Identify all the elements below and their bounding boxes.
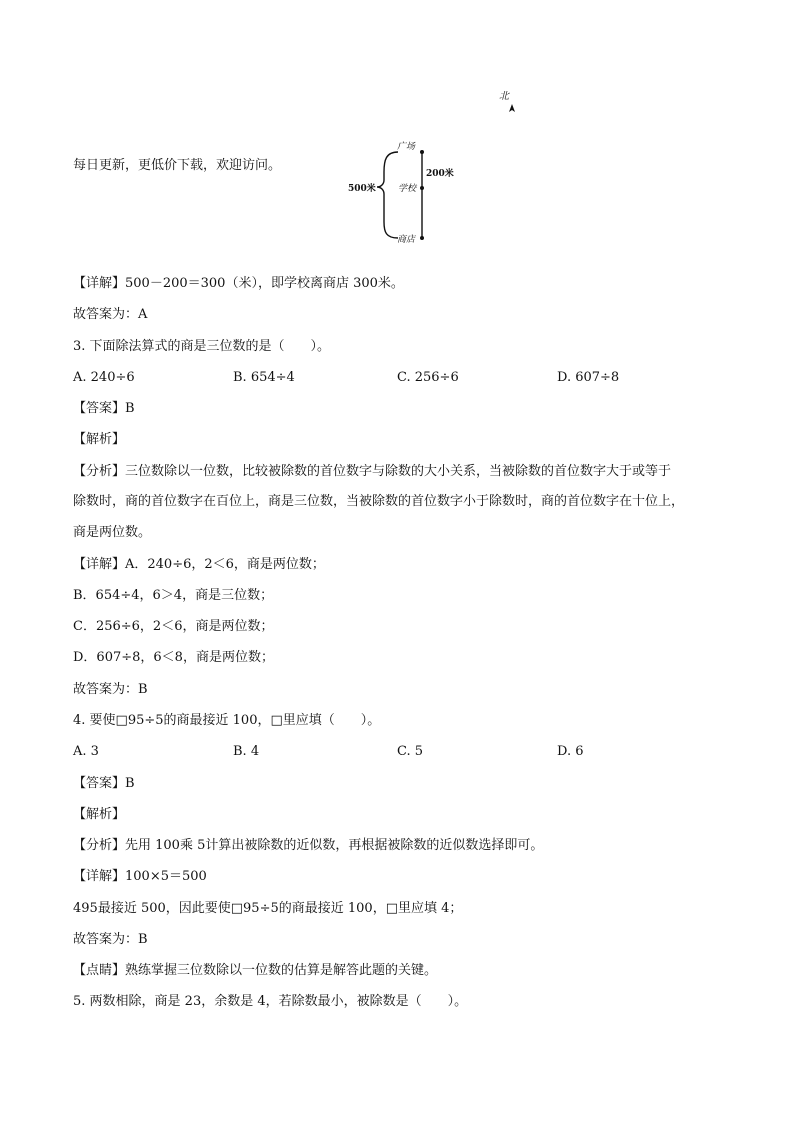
- curly-brace: [377, 152, 398, 238]
- q3-option-b: B. 654÷4: [233, 370, 295, 385]
- label-total-distance: 500米: [348, 184, 376, 194]
- q3-question: 3. 下面除法算式的商是三位数的是（ ）。: [73, 339, 331, 354]
- map-diagram: [0, 0, 794, 260]
- q4-analysis-title: 【解析】: [73, 807, 126, 822]
- q4-analysis: 【分析】先用 100乘 5计算出被除数的近似数，再根据被除数的近似数选择即可。: [73, 838, 544, 853]
- q3-option-c: C. 256÷6: [397, 370, 459, 385]
- q4-option-d: D. 6: [557, 744, 584, 759]
- q3-detail-c: C．256÷6，2＜6，商是两位数；: [73, 619, 274, 634]
- q3-option-d: D. 607÷8: [557, 370, 620, 385]
- q3-detail-b: B．654÷4，6＞4，商是三位数；: [73, 588, 274, 603]
- notice-text: 每日更新，更低价下载，欢迎访问。: [73, 158, 282, 173]
- q3-analysis-line-2: 除数时，商的首位数字在百位上，商是三位数，当被除数的首位数字小于除数时，商的首位数字在十位上，: [73, 494, 685, 509]
- q3-analysis-line-3: 商是两位数。: [73, 525, 152, 540]
- label-top: 广场: [397, 142, 416, 152]
- label-bottom: 商店: [397, 235, 416, 245]
- q4-detail-line-2: 495最接近 500，因此要使□95÷5的商最接近 100，□里应填 4；: [73, 901, 463, 916]
- point-top: [420, 150, 424, 154]
- q3-option-a: A. 240÷6: [73, 370, 135, 385]
- q3-conclusion: 故答案为：B: [73, 682, 148, 697]
- q2-conclusion: 故答案为：A: [73, 307, 148, 322]
- label-segment-distance: 200米: [426, 169, 454, 179]
- q4-option-c: C. 5: [397, 744, 424, 759]
- q3-answer: 【答案】B: [73, 401, 135, 416]
- q4-detail-line-1: 【详解】100×5＝500: [73, 869, 207, 884]
- point-bottom: [420, 236, 424, 240]
- q4-question: 4. 要使□95÷5的商最接近 100，□里应填（ ）。: [73, 713, 381, 728]
- q3-detail-a: 【详解】A．240÷6，2＜6，商是两位数；: [73, 557, 325, 572]
- q2-detail: 【详解】500－200＝300（米），即学校离商店 300米。: [73, 276, 404, 291]
- q4-answer: 【答案】B: [73, 776, 135, 791]
- q3-detail-d: D．607÷8，6＜8，商是两位数；: [73, 650, 274, 665]
- north-label: 北: [499, 91, 509, 102]
- point-middle: [420, 186, 424, 190]
- label-middle: 学校: [398, 184, 417, 194]
- q3-analysis-line-1: 【分析】三位数除以一位数，比较被除数的首位数字与除数的大小关系，当被除数的首位数字大于或等于: [73, 464, 672, 479]
- q5-question: 5. 两数相除，商是 23，余数是 4，若除数最小，被除数是（ ）。: [73, 994, 468, 1009]
- q4-comment: 【点睛】熟练掌握三位数除以一位数的估算是解答此题的关键。: [73, 963, 438, 978]
- q4-option-a: A. 3: [73, 744, 99, 759]
- north-arrow-icon: [509, 104, 515, 112]
- q3-analysis-title: 【解析】: [73, 432, 126, 447]
- q4-conclusion: 故答案为：B: [73, 932, 148, 947]
- q4-option-b: B. 4: [233, 744, 260, 759]
